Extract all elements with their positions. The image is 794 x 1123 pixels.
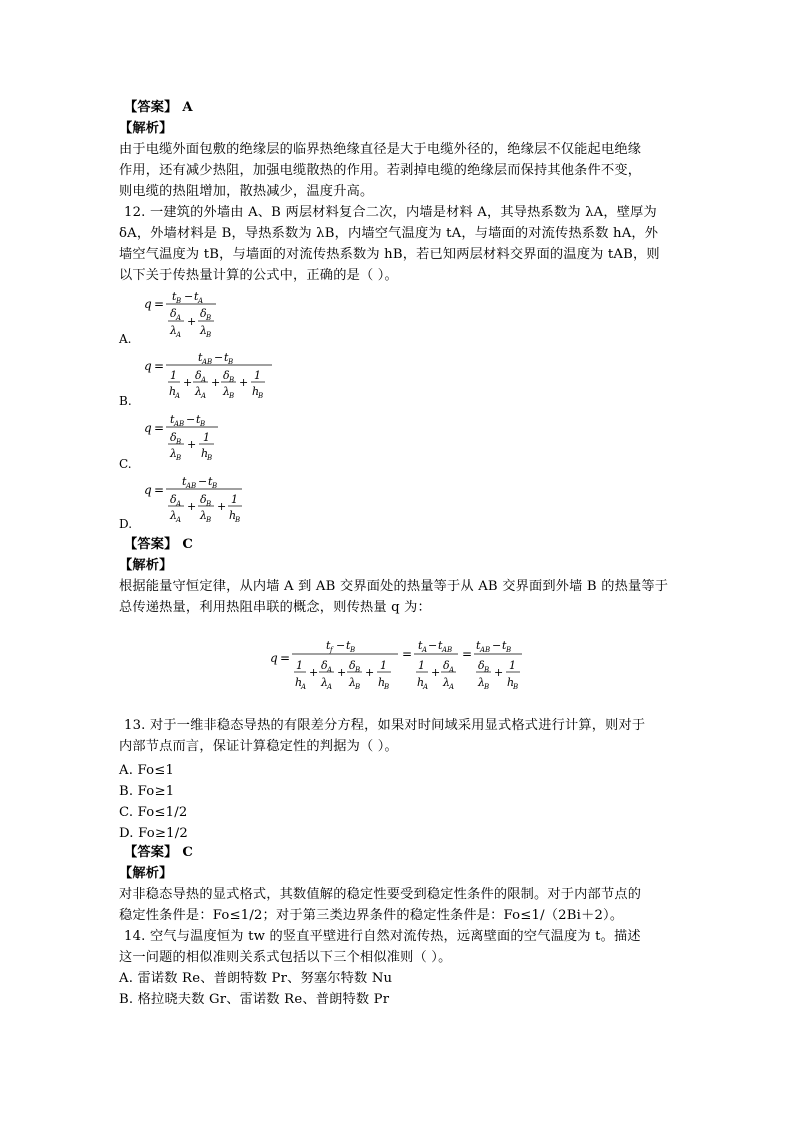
svg-text:t: t [438, 639, 443, 652]
svg-text:=: = [402, 647, 413, 661]
question-12-line4: 以下关于传热量计算的公式中，正确的是（ ）。 [119, 268, 398, 283]
svg-text:B: B [206, 314, 212, 322]
svg-text:1: 1 [509, 659, 516, 672]
option-a-label: A. [119, 332, 132, 346]
svg-text:+: + [183, 376, 193, 389]
question-13-line2: 内部节点而言，保证计算稳定性的判据为（ ）。 [119, 739, 398, 754]
analysis-text-11-line3: 则电缆的热阻增加，散热减少，温度升高。 [119, 184, 374, 199]
svg-text:t: t [172, 290, 177, 303]
svg-text:1: 1 [254, 369, 261, 382]
formula-option-a [142, 286, 232, 342]
svg-text:h: h [252, 385, 260, 398]
svg-text:+: + [187, 500, 197, 513]
question-12-line1: 12. 一建筑的外墙由 A、B 两层材料复合二次，内墙是材料 A，其导热系数为 λA，壁厚为 [124, 205, 657, 220]
svg-text:B: B [176, 438, 182, 446]
analysis-text-13-line2: 稳定性条件是：Fo≤1/2；对于第三类边界条件的稳定性条件是：Fo≤1/（2Bi＋2）。 [119, 908, 624, 923]
option-d-label: D. [119, 517, 133, 531]
svg-text:δ: δ [443, 659, 450, 672]
question-13-line1: 13. 对于一维非稳态导热的有限差分方程，如果对时间域采用显式格式进行计算，则对于 [124, 718, 646, 733]
svg-text:δ: δ [321, 659, 328, 672]
svg-text:t: t [196, 413, 201, 426]
svg-text:t: t [224, 351, 229, 364]
analysis-label-13: 【解析】 [119, 866, 173, 881]
svg-text:=: = [154, 297, 165, 311]
svg-text:t: t [346, 639, 351, 652]
svg-text:δ: δ [170, 431, 177, 444]
svg-text:λ: λ [321, 676, 328, 689]
svg-text:h: h [378, 676, 386, 689]
svg-text:δ: δ [200, 307, 207, 320]
svg-text:B: B [506, 646, 512, 654]
svg-text:h: h [229, 509, 237, 522]
svg-text:A: A [449, 683, 455, 691]
svg-text:h: h [295, 676, 303, 689]
svg-text:1: 1 [231, 493, 238, 506]
formula-option-d [142, 472, 252, 528]
svg-text:AB: AB [480, 646, 491, 654]
svg-text:+: + [187, 438, 197, 451]
svg-text:B: B [206, 500, 212, 508]
svg-text:−: − [184, 290, 194, 303]
analysis-text-13-line1: 对非稳态导热的显式格式，其数值解的稳定性要受到稳定性条件的限制。对于内部节点的 [119, 887, 642, 902]
svg-text:+: + [365, 666, 375, 679]
option-b-label: B. [119, 394, 132, 408]
svg-text:δ: δ [170, 307, 177, 320]
svg-text:A: A [327, 666, 333, 674]
svg-text:B: B [200, 420, 206, 428]
svg-text:+: + [239, 376, 249, 389]
svg-text:δ: δ [195, 369, 202, 382]
svg-text:=: = [154, 483, 165, 497]
analysis-text-12-line1: 根据能量守恒定律，从内墙 A 到 AB 交界面处的热量等于从 AB 交界面到外墙 B 的热量等于 [119, 579, 669, 594]
svg-text:δ: δ [478, 659, 485, 672]
svg-text:AB: AB [186, 482, 197, 490]
svg-text:h: h [507, 676, 515, 689]
svg-text:+: + [217, 500, 227, 513]
analysis-label-11: 【解析】 [119, 121, 173, 136]
svg-text:q: q [144, 359, 152, 373]
option-c-label: C. [119, 457, 132, 471]
svg-text:B: B [258, 392, 264, 400]
question-12-line2: δA，外墙材料是 B，导热系数为 λB，内墙空气温度为 tA，与墙面的对流传热系数 hA，外 [119, 226, 659, 241]
svg-text:t: t [326, 639, 331, 652]
svg-text:AB: AB [174, 420, 185, 428]
svg-text:A: A [176, 516, 182, 524]
question-14-option-b: B. 格拉晓夫数 Gr、雷诺数 Re、普朗特数 Pr [119, 992, 390, 1007]
svg-text:B: B [176, 297, 182, 305]
svg-text:λ: λ [349, 676, 356, 689]
svg-text:A: A [201, 376, 207, 384]
svg-text:B: B [229, 376, 235, 384]
svg-text:t: t [182, 475, 187, 488]
svg-text:A: A [175, 392, 181, 400]
svg-text:B: B [350, 646, 356, 654]
svg-text:−: − [336, 639, 346, 652]
svg-text:A: A [201, 392, 207, 400]
svg-text:B: B [355, 683, 361, 691]
svg-text:t: t [418, 639, 423, 652]
svg-text:t: t [502, 639, 507, 652]
question-14-line1: 14. 空气与温度恒为 tw 的竖直平壁进行自然对流传热，远离壁面的空气温度为 t。描述 [124, 929, 641, 944]
svg-text:+: + [309, 666, 319, 679]
svg-text:=: = [462, 647, 473, 661]
svg-text:B: B [176, 454, 182, 462]
svg-text:λ: λ [443, 676, 450, 689]
svg-text:B: B [206, 331, 212, 339]
svg-text:t: t [194, 290, 199, 303]
svg-text:B: B [513, 683, 519, 691]
svg-text:AB: AB [202, 358, 213, 366]
svg-text:q: q [270, 651, 278, 665]
svg-text:+: + [211, 376, 221, 389]
svg-text:1: 1 [380, 659, 387, 672]
analysis-text-11-line1: 由于电缆外面包敷的绝缘层的临界热绝缘直径是大于电缆外径的，绝缘层不仅能起电绝缘 [119, 142, 642, 157]
svg-text:−: − [428, 639, 438, 652]
svg-text:1: 1 [296, 659, 303, 672]
svg-text:=: = [154, 421, 165, 435]
svg-text:h: h [169, 385, 177, 398]
analysis-text-11-line2: 作用，还有减少热阻，加强电缆散热的作用。若剥掉电缆的绝缘层而保持其他条件不变， [119, 163, 642, 178]
svg-text:B: B [229, 392, 235, 400]
svg-text:λ: λ [195, 385, 202, 398]
svg-text:λ: λ [478, 676, 485, 689]
svg-text:−: − [492, 639, 502, 652]
svg-text:+: + [187, 315, 197, 328]
svg-text:A: A [176, 314, 182, 322]
svg-text:t: t [208, 475, 213, 488]
svg-text:+: + [337, 666, 347, 679]
svg-text:A: A [449, 666, 455, 674]
svg-text:B: B [484, 666, 490, 674]
question-13-option-d: D. Fo≥1/2 [119, 826, 188, 841]
svg-text:1: 1 [203, 431, 210, 444]
svg-text:−: − [214, 351, 224, 364]
svg-text:B: B [206, 516, 212, 524]
svg-text:δ: δ [223, 369, 230, 382]
question-13-option-c: C. Fo≤1/2 [119, 805, 188, 820]
svg-text:λ: λ [170, 447, 177, 460]
svg-text:A: A [176, 331, 182, 339]
svg-text:+: + [431, 666, 441, 679]
svg-text:1: 1 [170, 369, 177, 382]
svg-text:λ: λ [223, 385, 230, 398]
formula-derivation [268, 632, 528, 698]
svg-text:−: − [186, 413, 196, 426]
svg-text:B: B [212, 482, 218, 490]
question-14-option-a: A. 雷诺数 Re、普朗特数 Pr、努塞尔特数 Nu [119, 971, 393, 986]
svg-text:δ: δ [200, 493, 207, 506]
svg-text:λ: λ [200, 509, 207, 522]
svg-text:λ: λ [200, 324, 207, 337]
answer-label-13: 【答案】 C [124, 845, 194, 860]
svg-text:A: A [176, 500, 182, 508]
svg-text:A: A [301, 683, 307, 691]
analysis-text-12-line2: 总传递热量，利用热阻串联的概念，则传热量 q 为： [119, 600, 431, 615]
svg-text:A: A [422, 646, 428, 654]
svg-text:B: B [355, 666, 361, 674]
svg-text:h: h [417, 676, 425, 689]
svg-text:A: A [423, 683, 429, 691]
svg-text:B: B [484, 683, 490, 691]
formula-option-b [142, 348, 277, 404]
svg-text:q: q [144, 297, 152, 311]
svg-text:=: = [154, 359, 165, 373]
answer-label-11: 【答案】 A [124, 100, 193, 115]
svg-text:h: h [201, 447, 209, 460]
svg-text:1: 1 [418, 659, 425, 672]
svg-text:t: t [476, 639, 481, 652]
svg-text:λ: λ [170, 509, 177, 522]
svg-text:t: t [198, 351, 203, 364]
formula-option-c [142, 410, 227, 466]
question-12-line3: 墙空气温度为 tB，与墙面的对流传热系数为 hB，若已知两层材料交界面的温度为 tAB，则 [119, 247, 660, 262]
svg-text:=: = [280, 651, 291, 665]
svg-text:δ: δ [349, 659, 356, 672]
question-13-option-b: B. Fo≥1 [119, 784, 175, 799]
svg-text:B: B [228, 358, 234, 366]
svg-text:q: q [144, 421, 152, 435]
svg-text:+: + [494, 666, 504, 679]
svg-text:λ: λ [170, 324, 177, 337]
svg-text:f: f [330, 646, 333, 654]
question-14-line2: 这一问题的相似准则关系式包括以下三个相似准则（ ）。 [119, 950, 452, 965]
svg-text:B: B [207, 454, 213, 462]
answer-label-12: 【答案】 C [124, 537, 194, 552]
question-13-option-a: A. Fo≤1 [119, 763, 175, 778]
svg-text:AB: AB [442, 646, 453, 654]
svg-text:A: A [327, 683, 333, 691]
svg-text:A: A [198, 297, 204, 305]
analysis-label-12: 【解析】 [119, 558, 173, 573]
svg-text:B: B [384, 683, 390, 691]
svg-text:δ: δ [170, 493, 177, 506]
svg-text:−: − [198, 475, 208, 488]
svg-text:t: t [170, 413, 175, 426]
svg-text:B: B [235, 516, 241, 524]
svg-text:q: q [144, 483, 152, 497]
